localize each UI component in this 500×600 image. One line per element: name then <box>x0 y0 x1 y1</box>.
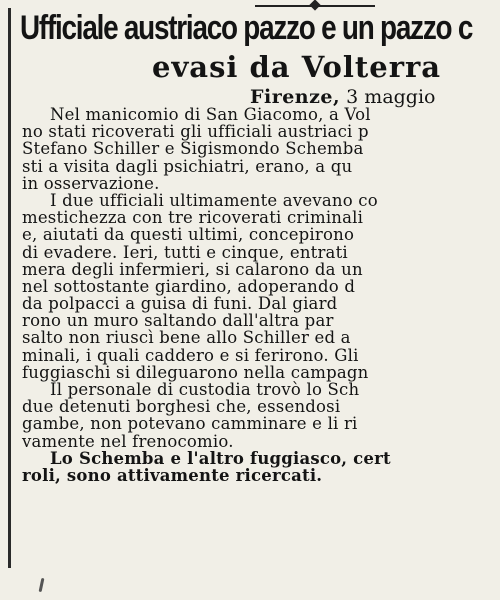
body-line: e, aiutati da questi ultimi, concepirono <box>22 225 355 245</box>
body-line: due detenuti borghesi che, essendosi <box>22 397 341 417</box>
body-line: vamente nel frenocomio. <box>22 431 234 451</box>
body-line: nel sottostante giardino, adoperando d <box>22 276 356 296</box>
body-line: fuggiaschi si dileguarono nella campagn <box>22 362 369 382</box>
article-headline: Ufficiale austriaco pazzo e un pazzo c <box>20 9 473 47</box>
body-line: Lo Schemba e l'altro fuggiasco, cert <box>50 448 391 468</box>
dateline-date: 3 maggio <box>346 86 436 108</box>
body-line: I due ufficiali ultimamente avevano co <box>50 190 378 210</box>
ink-speck <box>39 578 45 592</box>
dateline-city: Firenze, <box>250 86 341 108</box>
body-line: Stefano Schiller e Sigismondo Schemba <box>22 139 364 159</box>
body-line: gambe, non potevano camminare e li ri <box>22 414 358 434</box>
body-line: in osservazione. <box>22 173 160 193</box>
body-line: Il personale di custodia trovò lo Sch <box>50 380 360 399</box>
body-line: mera degli infermieri, si calarono da un <box>22 259 363 279</box>
body-line: Nel manicomio di San Giacomo, a Vol <box>50 105 371 124</box>
body-line: rono un muro saltando dall'altra par <box>22 311 334 331</box>
article-body <box>22 106 500 484</box>
column-rule <box>8 8 11 568</box>
article-subheadline: evasi da Volterra <box>152 50 442 84</box>
body-line: minali, i quali caddero e si ferirono. Gli <box>22 345 359 365</box>
body-line: sti a visita dagli psichiatri, erano, a qu <box>22 156 353 176</box>
body-line: roli, sono attivamente ricercati. <box>22 465 323 485</box>
body-line: mestichezza con tre ricoverati criminali <box>22 208 364 228</box>
body-line: da polpacci a guisa di funi. Dal giard <box>22 294 338 314</box>
body-line: di evadere. Ieri, tutti e cinque, entrati <box>22 242 348 262</box>
body-line: salto non riuscì bene allo Schiller ed a <box>22 328 351 348</box>
body-line: no stati ricoverati gli ufficiali austriaci p <box>22 122 369 142</box>
